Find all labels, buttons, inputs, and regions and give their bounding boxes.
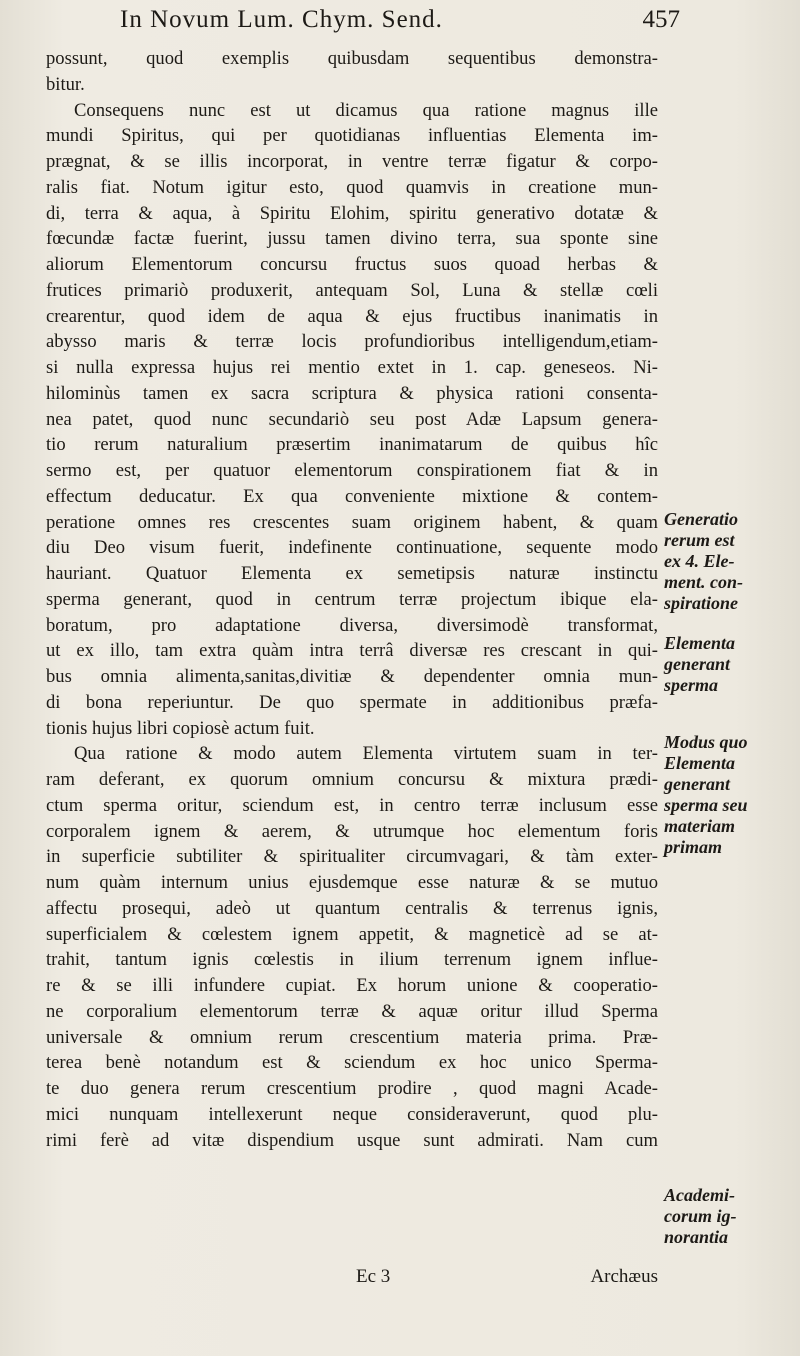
text-line: affectu prosequi, adeò ut quantum centralis & terrenus ignis, [46,897,658,919]
margin-note-line: ment. con- [664,572,743,592]
text-line: bus omnia alimenta,sanitas,divitiæ & dependenter omnia mun- [46,666,658,687]
text-line: Consequens nunc est ut dicamus qua ratione magnus ille [74,99,658,121]
text-line: mundi Spiritus, qui per quotidianas influentias Elementa im- [46,125,658,147]
text-line: prægnat, & se illis incorporat, in ventre terræ figatur & corpo- [46,151,658,172]
text-line: nea patet, quod nunc secundariò seu post Adæ Lapsum genera- [46,408,658,430]
margin-note-line: Generatio [664,509,738,529]
text-line: tionis hujus libri copiosè actum fuit. [46,717,315,739]
text-line: tio rerum naturalium præsertim inanimatarum de quibus hîc [46,434,658,456]
margin-note-line: generant [664,654,731,674]
text-line: Qua ratione & modo autem Elementa virtutem suam in ter- [74,743,658,765]
text-line: boratum, pro adaptatione diversa, diversimodè transformat, [46,614,658,636]
margin-note-line: spiratione [664,593,739,613]
text-line: si nulla expressa hujus rei mentio extet in 1. cap. geneseos. Ni- [46,357,658,378]
text-line: terea benè notandum est & sciendum ex hoc unico Sperma- [46,1052,658,1074]
text-line: in superficie subtiliter & spiritualiter circumvagari, & tàm exter- [46,846,658,868]
text-line: superficialem & cœlestem ignem appetit, & magneticè ad se at- [46,923,658,945]
text-line: diu Deo visum fuerit, indefinente continuatione, sequente modo [46,537,658,559]
margin-note-line: Modus quo [664,732,748,752]
margin-note-line: Elementa [664,753,735,773]
margin-note-line: corum ig- [664,1206,737,1226]
text-line: hauriant. Quatuor Elementa ex semetipsis naturæ instinctu [46,563,658,584]
text-line: te duo genera rerum crescentium prodire , quod magni Acade- [46,1078,658,1099]
margin-note-elementa [664,633,796,696]
margin-note-line: sperma seu [664,795,748,815]
text-line: sperma generant, quod in centrum terræ projectum ibique ela- [46,588,658,610]
text-line: fœcundæ factæ fuerint, jussu tamen divino terra, sua sponte sine [46,228,658,250]
text-line: ctum sperma oritur, sciendum est, in centro terræ inclusum esse [46,794,658,816]
text-line: bitur. [46,73,85,95]
margin-note-academicorum [664,1185,796,1248]
text-line: ralis fiat. Notum igitur esto, quod quamvis in creatione mun- [46,176,658,198]
catchword: Archæus [590,1266,658,1287]
text-line: peratione omnes res crescentes suam originem habent, & quam [46,511,658,533]
margin-note-modus [664,732,796,858]
text-line: re & se illi infundere cupiat. Ex horum unione & cooperatio- [46,975,658,996]
margin-note-generatio [664,509,796,614]
margin-note-line: Elementa [664,633,735,653]
signature-mark: Ec 3 [356,1266,391,1287]
margin-note-line: primam [664,837,723,857]
text-line: num quàm internum unius ejusdemque esse naturæ & se mutuo [46,872,658,893]
body-text [46,46,658,1153]
text-line: effectum deducatur. Ex qua conveniente mixtione & contem- [46,485,658,507]
margin-note-line: generant [664,774,731,794]
text-line: universale & omnium rerum crescentium materia prima. Præ- [46,1026,658,1048]
margin-note-line: materiam [664,816,735,836]
text-line: rimi ferè ad vitæ dispendium usque sunt admirati. Nam cum [46,1129,658,1151]
margin-note-line: ex 4. Ele- [664,551,735,571]
text-line: sermo est, per quatuor elementorum conspirationem fiat & in [46,460,658,481]
running-title: In Novum Lum. Chym. Send. [120,6,443,33]
text-line: trahit, tantum ignis cœlestis in ilium terrenum ignem influe- [46,949,658,971]
margin-note-line: norantia [664,1227,729,1247]
margin-note-line: Academi- [664,1185,735,1205]
text-line: ne corporalium elementorum terræ & aquæ oritur illud Sperma [46,1000,658,1022]
text-line: crearentur, quod idem de aqua & ejus fructibus inanimatis in [46,305,658,327]
text-line: di bona reperiuntur. De quo spermate in additionibus præfa- [46,691,658,713]
text-line: di, terra & aqua, à Spiritu Elohim, spiritu generativo dotatæ & [46,202,658,224]
text-line: ram deferant, ex quorum omnium concursu & mixtura prædi- [46,769,658,790]
catchline [46,1266,658,1292]
text-line: possunt, quod exemplis quibusdam sequentibus demonstra- [46,48,658,69]
text-line: hilominùs tamen ex sacra scriptura & physica rationi consenta- [46,382,658,404]
text-line: mici nunquam intellexerunt neque consideraverunt, quod plu- [46,1103,658,1125]
text-line: frutices primariò produxerit, antequam Sol, Luna & stellæ cœli [46,279,658,301]
text-line: ut ex illo, tam extra quàm intra terrâ diversæ res crescant in qui- [46,640,658,662]
margin-note-line: rerum est [664,530,735,550]
margin-note-line: sperma [664,675,718,695]
text-line: aliorum Elementorum concursu fructus suos quoad herbas & [46,254,658,275]
text-line: corporalem ignem & aerem, & utrumque hoc elementum foris [46,820,658,842]
page-header [120,6,680,46]
text-line: abysso maris & terræ locis profundioribus intelligendum,etiam- [46,331,658,353]
page-number: 457 [642,6,680,33]
